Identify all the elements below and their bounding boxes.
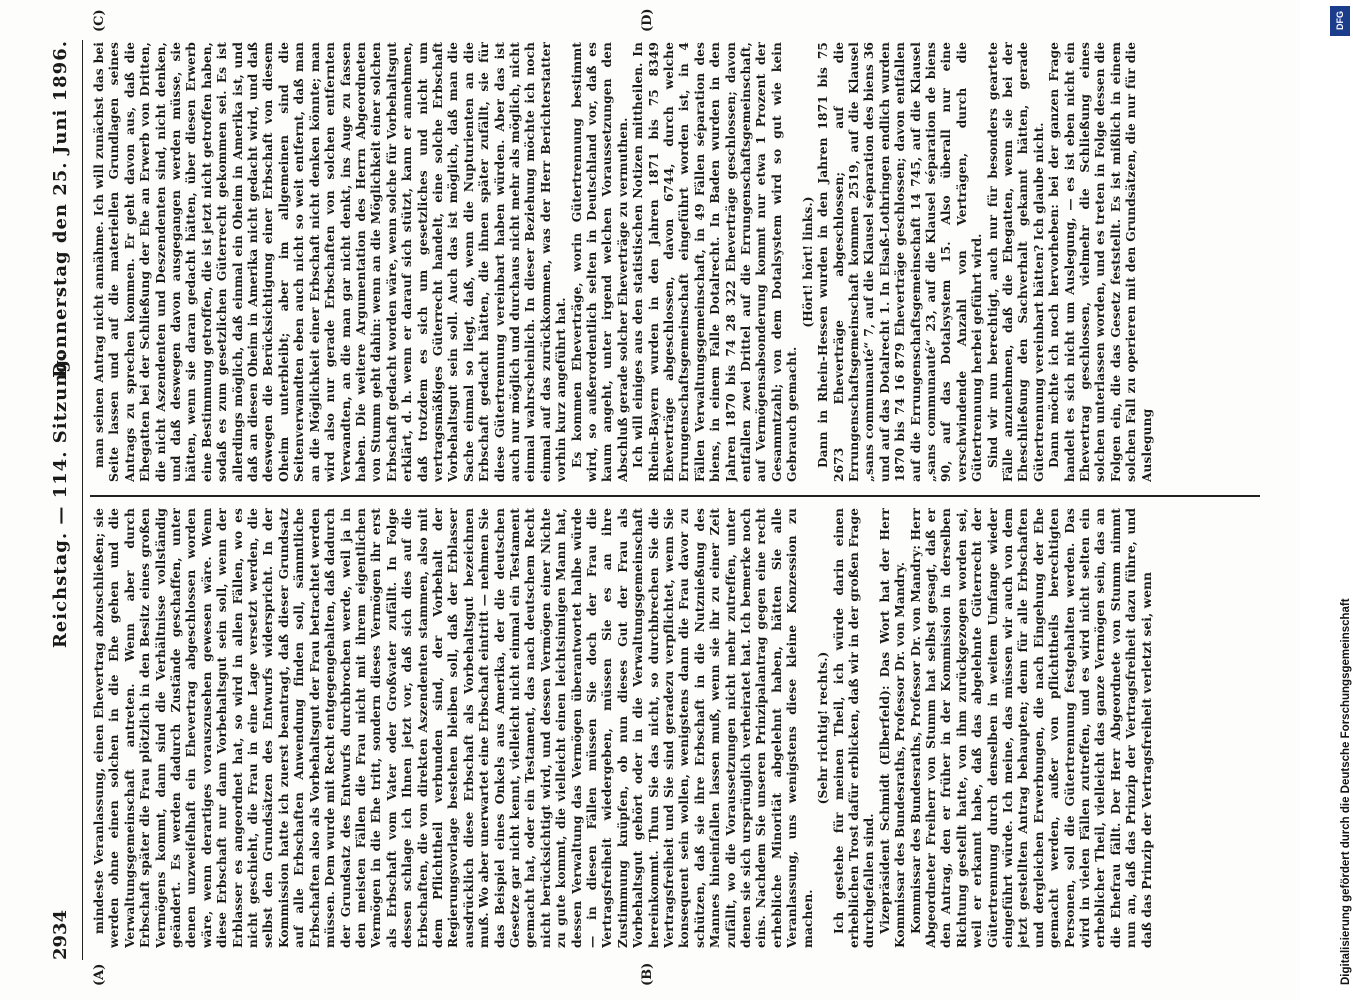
paragraph: Es kommen Eheverträge, worin Gütertrennung bestimmt wird, so außerordentlich selten in Deutschland vor, daß es kaum angeht, unter irgend welchen Voraussetzungen den Abschluß gerade solcher Eheverträge zu vermuthen. [569,42,630,482]
paragraph: Ich gestehe für meinen Theil, ich würde darin einen erheblichen Trost dafür erblicken, daß wir in der großen Frage durchgefallen sind. [831,508,877,948]
interjection: (Hört! hört! links.) [800,196,815,328]
right-text-column [92,42,1267,482]
paragraph: Kommissar des Bundesraths, Professor Dr. von Mandry: Herr Abgeordneter Freiherr von Stumm hat selbst gesagt, daß er den Antrag, den er früher in der Kommission in derselben Richtung gestellt hatte, von ihm zurückgezogen worden sei, weil er erkannt habe, daß das abgelehnte Güterrecht der Gütertrennung durch denselben in weitem Umfange wieder eingeführt würde. Ich meine, das müssen wir auch von dem jetzt gestellten Antrag behaupten; denn für alle Erbschaften und dergleichen Erwerbungen, die nach Eingehung der Ehe gemacht werden, außer von pflichttheils berechtigten Personen, soll die Gütertrennung festgehalten werden. Das wird in vielen Fällen zutreffen, und es wird nicht selten ein erheblicher Theil, vielleicht das ganze Vermögen sein, das an die Ehefrau fällt. Der Herr Abgeordnete von Stumm nimmt nun an, daß das Prinzip der Vertragsfreiheit dazu führe, und daß das Prinzip der Vertragsfreiheit verletzt sei, wenn [908,508,1154,948]
margin-mark-b: (B) [640,962,655,986]
interjection: (Sehr richtig! rechts.) [816,651,831,805]
page-number: 2934 [50,909,71,960]
paragraph: mindeste Veranlassung, einen Ehevertrag abzuschließen; sie werden ohne einen solchen in die Ehe gehen und die Verwaltungsgemeinschaft antreten. Wenn aber durch Erbschaft später die Frau plötzlich in den Besitz eines großen Vermögens kommt, dann sind die Verhältnisse vollständig geändert. Es werden dadurch Zustände geschaffen, unter denen unzweifelhaft ein Ehevertrag abgeschlossen worden wäre, wenn derartiges vorauszusehen gewesen wäre. Wenn diese Erbschaft nur dann Vorbehaltsgut sein soll, wenn der Erblasser es angeordnet hat, so wird in allen Fällen, wo es nicht geschieht, die Frau in eine Lage versetzt werden, die selbst den Grundsätzen des Entwurfs widerspricht. In der Kommission hatte ich zuerst beantragt, daß dieser Grundsatz auf alle Erbschaften Anwendung finden soll, sämmtliche Erbschaften also als Vorbehaltsgut der Frau betrachtet werden müssen. Dem wurde mit Recht entgegengehalten, daß dadurch der Grundsatz des Entwurfs durchbrochen werde, weil ja in den meisten Fällen die Frau nicht mit ihrem eigentlichen Vermögen in die Ehe tritt, sondern dieses Vermögen ihr erst als Erbschaft vom Vater oder Großvater zufällt. In Folge dessen schlage ich Ihnen jetzt vor, daß sich dies auf die Erbschaften, die von direkten Aszendenten stammen, also mit dem Pflichttheil verbunden sind, der Vorbehalt der Regierungsvorlage bestehen bleiben soll, daß der Erblasser ausdrücklich diese Erbschaft als Vorbehaltsgut bezeichnen muß. Wo aber unerwartet eine Erbschaft eintritt — nehmen Sie das Beispiel eines Onkels aus Amerika, der die deutschen Gesetze gar nicht kennt, vielleicht nicht einmal ein Testament gemacht hat, oder ein Testament, das nach deutschem Recht nicht berücksichtigt wird, und dessen Vermögen einer Nichte zu gute kommt, die vielleicht einen leichtsinnigen Mann hat, dessen Verwaltung das Vermögen überantwortet halbe würde — in diesen Fällen müssen Sie doch der Frau die Vertragsfreiheit wiedergeben, müssen Sie es an ihre Zustimmung knüpfen, ob nun dieses Gut der Frau als Vorbehaltsgut gehört oder in die Verwaltungsgemeinschaft hereinkommt. Thun Sie das nicht, so durchbrechen Sie die Vertragsfreiheit und Sie sind geradezu verpflichtet, wenn Sie konsequent sein wollen, wenigstens dann die Frau davor zu schützen, daß sie ihre Erbschaft in die Nutznießung des Mannes hineinfallen lassen muß, wenn sie ihr zu einer Zeit zufällt, wo die Voraussetzungen nicht mehr zutreffen, unter denen sie sich ursprünglich verheiratet hat. Ich bemerke noch eins. Nachdem Sie unseren Prinzipalantrag gegen eine recht erhebliche Minorität abgelehnt haben, hätten Sie alle Veranlassung, uns wenigstens diese kleine Konzession zu machen. [92,508,815,948]
margin-mark-a: (A) [92,963,107,986]
left-text-column [92,508,1267,948]
paragraph: Dann in Rhein-Hessen wurden in den Jahren 1871 bis 75 2673 Eheverträge abgeschlossen; auf die Errungenschaftsgemeinschaft kommen 2519, auf die Klausel „sans communauté“ 7, auf die Klausel séparation des biens 36 und auf das Dotalrecht 1. In Elsaß-Lothringen endlich wurden 1870 bis 74 16 879 Eheverträge geschlossen; davon entfallen auf die Errungenschaftsgemeinschaft 14 745, auf die Klausel „sans communauté“ 23, auf die Klausel séparation de biens 90, auf das Dotalsystem 15. Also überall nur eine verschwindende Anzahl von Verträgen, durch die Gütertrennung herbei geführt wird. [816,42,985,482]
paragraph: man seinen Antrag nicht annähme. Ich will zunächst das bei Seite lassen und auf die materiellen Grundlagen seines Antrags zu sprechen kommen. Er geht davon aus, daß die Ehegatten bei der Schließung der Ehe an Erwerb von Dritten, die nicht Aszendenten und Deszendenten sind, nicht denken, und daß deswegen davon ausgegangen werden müsse, sie hätten, wenn sie daran gedacht hätten, über diesen Erwerb eine Bestimmung getroffen, die ist jetzt nicht getroffen haben, sodaß es zum gesetzlichen Güterrecht gekommen sei. Es ist allerdings möglich, daß einmal ein Oheim in Amerika ist, und daß an diesen Oheim in Amerika nicht gedacht wird, und daß deswegen die Berücksichtigung einer Erbschaft von diesem Oheim unterbleibt; aber im allgemeinen sind die Seitenverwandten eben auch nicht so weit entfernt, daß man an die Möglichkeit einer Erbschaft nicht denken könnte; man wird also nur gerade Erbschaften von solchen entfernten Verwandten, an die man gar nicht denkt, ins Auge zu fassen haben. Die weitere Argumentation des Herrn Abgeordneten von Stumm geht dahin: wenn an die Möglichkeit einer solchen Erbschaft gedacht worden wäre, wenn solche für Vorbehaltsgut erklärt, d. h. wenn er darauf sich stützt, kann er annehmen, daß trotzdem es sich um gesetzliches und nicht um vertragsmäßiges Güterrecht handelt, eine solche Erbschaft Vorbehaltsgut sein soll. Auch das ist möglich, daß man die Sache einmal so liegt, daß, wenn die Nupturienten an die Erbschaft gedacht hätten, die ihnen später zufällt, sie für diese Gütertrennung vereinbart haben würden. Aber das ist auch nur möglich und durchaus nicht mehr als möglich, nicht einmal wahrscheinlich. In dieser Beziehung möchte ich noch einmal auf das zurückkommen, was der Herr Berichterstatter vorhin kurz angeführt hat. [92,42,569,482]
session-date: Donnerstag den 25. Juni 1896. [50,40,71,378]
header-rule [82,40,83,960]
page-header [50,40,80,960]
column-divider [90,495,1260,497]
margin-mark-d: (D) [640,8,655,32]
digitization-credit: Digitalisierung gefördert durch die Deutsche Forschungsgemeinschaft [1340,598,1352,985]
session-title: Reichstag. — 114. Sitzung. [50,351,71,649]
paragraph: Dann möchte ich noch hervorheben: bei der ganzen Frage handelt es sich nicht um Auslegung, — es ist eben nicht ein Ehevertrag geschlossen, vielmehr die Schließung eines solchen unterlassen worden, und es treten in Folge dessen die Folgen ein, die das Gesetz feststellt. Es ist mißlich in einem solchen Fall zu operieren mit den Grundsätzen, die nur für die Auslegung [1047,42,1154,482]
paragraph: Sind wir nun berechtigt, auch nur für besonders geartete Fälle anzunehmen, daß die Ehegatten, wenn sie bei der Eheschließung den Sachverhalt gekannt hätten, gerade Gütertrennung vereinbart hätten? Ich glaube nicht. [985,42,1046,482]
paragraph: Vizepräsident Schmidt (Elberfeld): Das Wort hat der Herr Kommissar des Bundesraths, Professor Dr. von Mandry. [877,508,908,948]
dfg-logo: DFG [1330,6,1350,36]
paragraph: Ich will einiges aus den statistischen Notizen mittheilen. In Rhein-Bayern wurden in den Jahren 1871 bis 75 8349 Eheverträge abgeschlossen, davon 6744, durch welche Errungenschaftsgemeinschaft eingeführt worden ist, in 4 Fällen Verwaltungsgemeinschaft, in 49 Fällen séparation des biens, in einem Falle Dotalrecht. In Baden wurden in den Jahren 1870 bis 74 28 322 Eheverträge geschlossen; davon entfallen zwei Drittel auf die Errungenschaftsgemeinschaft, auf Vermögensabsonderung kommt nur etwa 1 Prozent der Gesammtzahl; von dem Dotalsystem wird so gut wie kein Gebrauch gemacht. [631,42,800,482]
margin-mark-c: (C) [92,9,107,32]
